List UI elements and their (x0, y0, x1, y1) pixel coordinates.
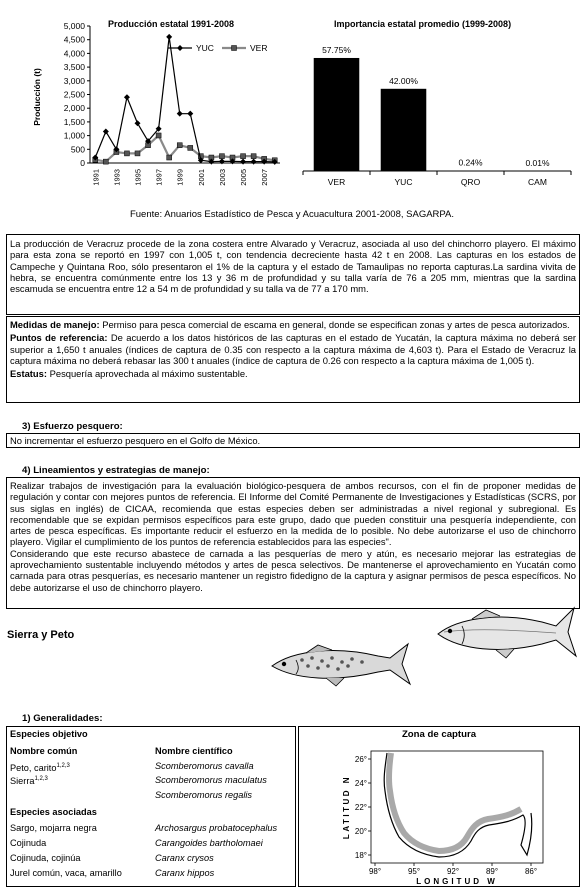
x-tick-label: 1997 (154, 169, 164, 186)
legend-marker-ver (232, 46, 237, 51)
y-tick-label: 4,500 (63, 34, 85, 45)
col-nombre-cientifico: Nombre científico (155, 746, 233, 756)
especies-objetivo-heading: Especies objetivo (10, 729, 88, 739)
data-point-ver (241, 154, 246, 159)
line-chart (28, 22, 288, 197)
y-tick-label: 2,500 (63, 89, 85, 100)
x-tick-label: 2001 (196, 169, 206, 186)
lon-ticks (369, 863, 537, 876)
medidas-text: Permiso para pesca comercial de escama en general, donde se especifican zonas y artes de pesca autorizados. (99, 319, 570, 330)
list-item: Cojinuda (10, 838, 47, 848)
legend-label-ver: VER (250, 43, 268, 53)
list-item: Carangoides bartholomaei (155, 838, 263, 848)
lon-tick-label: 86° (524, 867, 538, 876)
bar-qro (448, 171, 494, 172)
line-chart-ylabel: Producción (t) (32, 68, 42, 126)
list-item: Sargo, mojarra negra (10, 823, 97, 833)
estatus-label: Estatus: (10, 368, 47, 380)
series-line-yuc (95, 37, 274, 162)
data-point-yuc (166, 34, 172, 40)
management-box (6, 316, 580, 403)
list-item: Sierra$^{1,2,3}$ (10, 776, 48, 787)
y-tick-label: 1,500 (63, 116, 85, 127)
y-tick-label: 4,000 (63, 48, 85, 59)
data-point-yuc (251, 159, 257, 165)
bar-cam (515, 171, 561, 172)
list-item: Scomberomorus maculatus (155, 775, 267, 785)
category-label-cam: CAM (528, 177, 547, 187)
lon-tick-label: 89° (485, 867, 499, 876)
medidas-label: Medidas de manejo: (10, 319, 100, 330)
species-box (6, 726, 296, 887)
lon-tick-label: 92° (446, 867, 460, 876)
x-tick-label: 2005 (239, 169, 249, 186)
lat-ticks (355, 755, 371, 860)
data-point-yuc (103, 128, 109, 134)
data-label-qro: 0.24% (458, 157, 483, 168)
y-tick-label: 0 (80, 158, 85, 168)
spanish-mackerel-illustration (266, 636, 416, 694)
line-chart-title: Producción estatal 1991-2008 (108, 19, 235, 29)
data-point-yuc (240, 159, 246, 165)
puntos-text: De acuerdo a los datos históricos de las capturas en el estado de Yucatán, la captura máxima no deberá ser superior a 1,650 t anuales (índices de captura de 0.35 con respecto a la captura máxima de 4,603 t). Para el Estado de Veracruz la captura máxima no deberá rebasar las 300 t anuales (índice de captura de 0.26 con respecto a la captura máxima de 1,005 t). (10, 332, 576, 366)
data-point-yuc (135, 120, 141, 126)
lineamientos-box (6, 477, 580, 609)
data-point-ver (156, 133, 161, 138)
intro-paragraph: La producción de Veracruz procede de la zona costera entre Alvarado y Veracruz, asociada al uso del chinchorro playero. El máximo para esta zona se reportó en 1997 con 1,005 t, con tendencia decreciente hasta 42 t en 2008. Las capturas en los estados de Campeche y Quintana Roo, sólo presentaron el 1% de la captura y el estado de Tamaulipas no reporta capturas.La sardina vivita de hebra, se encuentra comúnmente entre los 13 y 36 m de profundidad y su talla varía de 76 a 205 mm, mientras que la sardina escamuda se encuentra entre 12 a 54 m de profundidad y su talla va de 77 a 170 mm. (10, 238, 576, 295)
data-point-ver (251, 154, 256, 159)
list-item: Caranx hippos (155, 868, 215, 878)
data-point-ver (135, 151, 140, 156)
data-point-ver (103, 159, 108, 164)
especies-asociadas-heading: Especies asociadas (10, 807, 97, 817)
data-label-ver: 57.75% (322, 44, 351, 55)
data-point-ver (219, 154, 224, 159)
puntos-referencia (10, 332, 576, 366)
line-chart-legend (168, 43, 267, 53)
estatus-text: Pesquería aprovechada al máximo sustentable. (47, 368, 248, 380)
lat-tick-label: 26° (354, 755, 367, 764)
data-point-ver (188, 145, 193, 150)
map-box (298, 726, 580, 887)
y-tick-label: 1,000 (63, 130, 85, 141)
intro-box (6, 234, 580, 315)
list-item: Scomberomorus cavalla (155, 761, 254, 771)
x-tick-label: 1993 (112, 169, 122, 186)
capture-zone-map (299, 727, 579, 886)
data-label-cam: 0.01% (525, 157, 550, 168)
estatus (10, 368, 576, 379)
medidas-manejo (10, 319, 576, 330)
data-point-ver (167, 155, 172, 160)
puntos-label: Puntos de referencia: (10, 332, 108, 344)
map-title: Zona de captura (401, 729, 477, 740)
lineamientos-p1: Realizar trabajos de investigación para la evaluación biológico-pesquera de ambos recursos, con el fin de proponer medidas de regulación y contar con mejores puntos de referencia. El Informe del Comité Permanente de Investigaciones y Estadísticas (SCRS, por sus siglas en inglés) de CICAA, recomienda que estas especies deben ser administradas a nivel regional y subregional. Es recomendable que se expidan permisos específicos para este grupo, dado que pueden constituir una pesquería independiente, con artes de pesca específicas. Es importante reducir el esfuerzo en la medida de lo posible. No debe autorizarse el uso de chinchorro playero. Vigilar el cumplimiento de los puntos de referencia establecidos para las especies". (10, 480, 576, 548)
x-tick-label: 1999 (175, 169, 185, 186)
lon-tick-label: 95° (407, 867, 421, 876)
king-mackerel-illustration (434, 604, 580, 664)
list-item: Cojinuda, cojinúa (10, 853, 81, 863)
data-label-yuc: 42.00% (389, 75, 418, 86)
line-chart-series (92, 34, 277, 165)
bar-chart (295, 30, 575, 198)
lineamientos-title: 4) Lineamientos y estrategias de manejo: (22, 465, 210, 476)
legend-label-yuc: YUC (196, 43, 214, 53)
list-item: Caranx crysos (155, 853, 214, 863)
source-note: Fuente: Anuarios Estadístico de Pesca y Acuacultura 2001-2008, SAGARPA. (129, 209, 455, 220)
y-tick-label: 5,000 (63, 22, 85, 31)
section-title: Sierra y Peto (7, 629, 75, 641)
category-label-ver: VER (327, 177, 346, 187)
lat-tick-label: 22° (354, 803, 367, 812)
generalidades-title: 1) Generalidades: (22, 713, 103, 724)
y-tick-label: 3,000 (63, 75, 85, 86)
x-tick-label: 2003 (217, 169, 227, 186)
bar-chart-title: Importancia estatal promedio (1999-2008) (334, 19, 512, 29)
bar-yuc (381, 89, 427, 171)
list-item: Archosargus probatocephalus (155, 823, 278, 833)
col-nombre-comun: Nombre común (10, 746, 78, 756)
x-tick-label: 1991 (91, 169, 101, 186)
esfuerzo-box (6, 433, 580, 448)
lon-tick-label: 98° (368, 867, 382, 876)
lat-tick-label: 18° (354, 851, 367, 860)
list-item: Peto, carito$^{1,2,3}$ (10, 763, 70, 774)
lat-tick-label: 24° (354, 779, 367, 788)
data-point-ver (177, 143, 182, 148)
x-tick-label: 1995 (133, 169, 143, 186)
data-point-yuc (177, 111, 183, 117)
map-ylabel: LATITUD N (342, 774, 351, 840)
esfuerzo-title: 3) Esfuerzo pesquero: (22, 421, 123, 432)
category-label-yuc: YUC (394, 177, 413, 187)
lineamientos-p2: Considerando que este recurso abastece de carnada a las pesquerías de mero y atún, es necesario mejorar las estrategias de aprovechamiento sustentable incluyendo métodos y artes de pesca selectivos. De mantenerse el aprovechamiento en Yucatán como carnada para otras pesquerías, es necesario mantener un registro fidedigno de la captura y asignar permisos de pesca específicos. No debe autorizarse el uso de chinchorro playero. (10, 547, 576, 593)
map-xlabel: LONGITUD W (416, 877, 498, 886)
y-tick-label: 3,500 (63, 62, 85, 73)
data-point-yuc (187, 111, 193, 117)
legend-marker-yuc (177, 45, 183, 51)
x-tick-label: 2007 (260, 169, 270, 186)
data-point-ver (124, 151, 129, 156)
bar-ver (314, 58, 360, 171)
esfuerzo-text: No incrementar el esfuerzo pesquero en el Golfo de México. (10, 435, 261, 446)
list-item: Jurel común, vaca, amarillo (10, 868, 122, 878)
y-tick-label: 2,000 (63, 103, 85, 114)
data-point-yuc (124, 94, 130, 100)
category-label-qro: QRO (460, 177, 481, 187)
list-item: Scomberomorus regalis (155, 790, 253, 800)
y-tick-label: 500 (70, 144, 85, 155)
series-line-ver (95, 135, 274, 161)
lat-tick-label: 20° (354, 827, 367, 836)
